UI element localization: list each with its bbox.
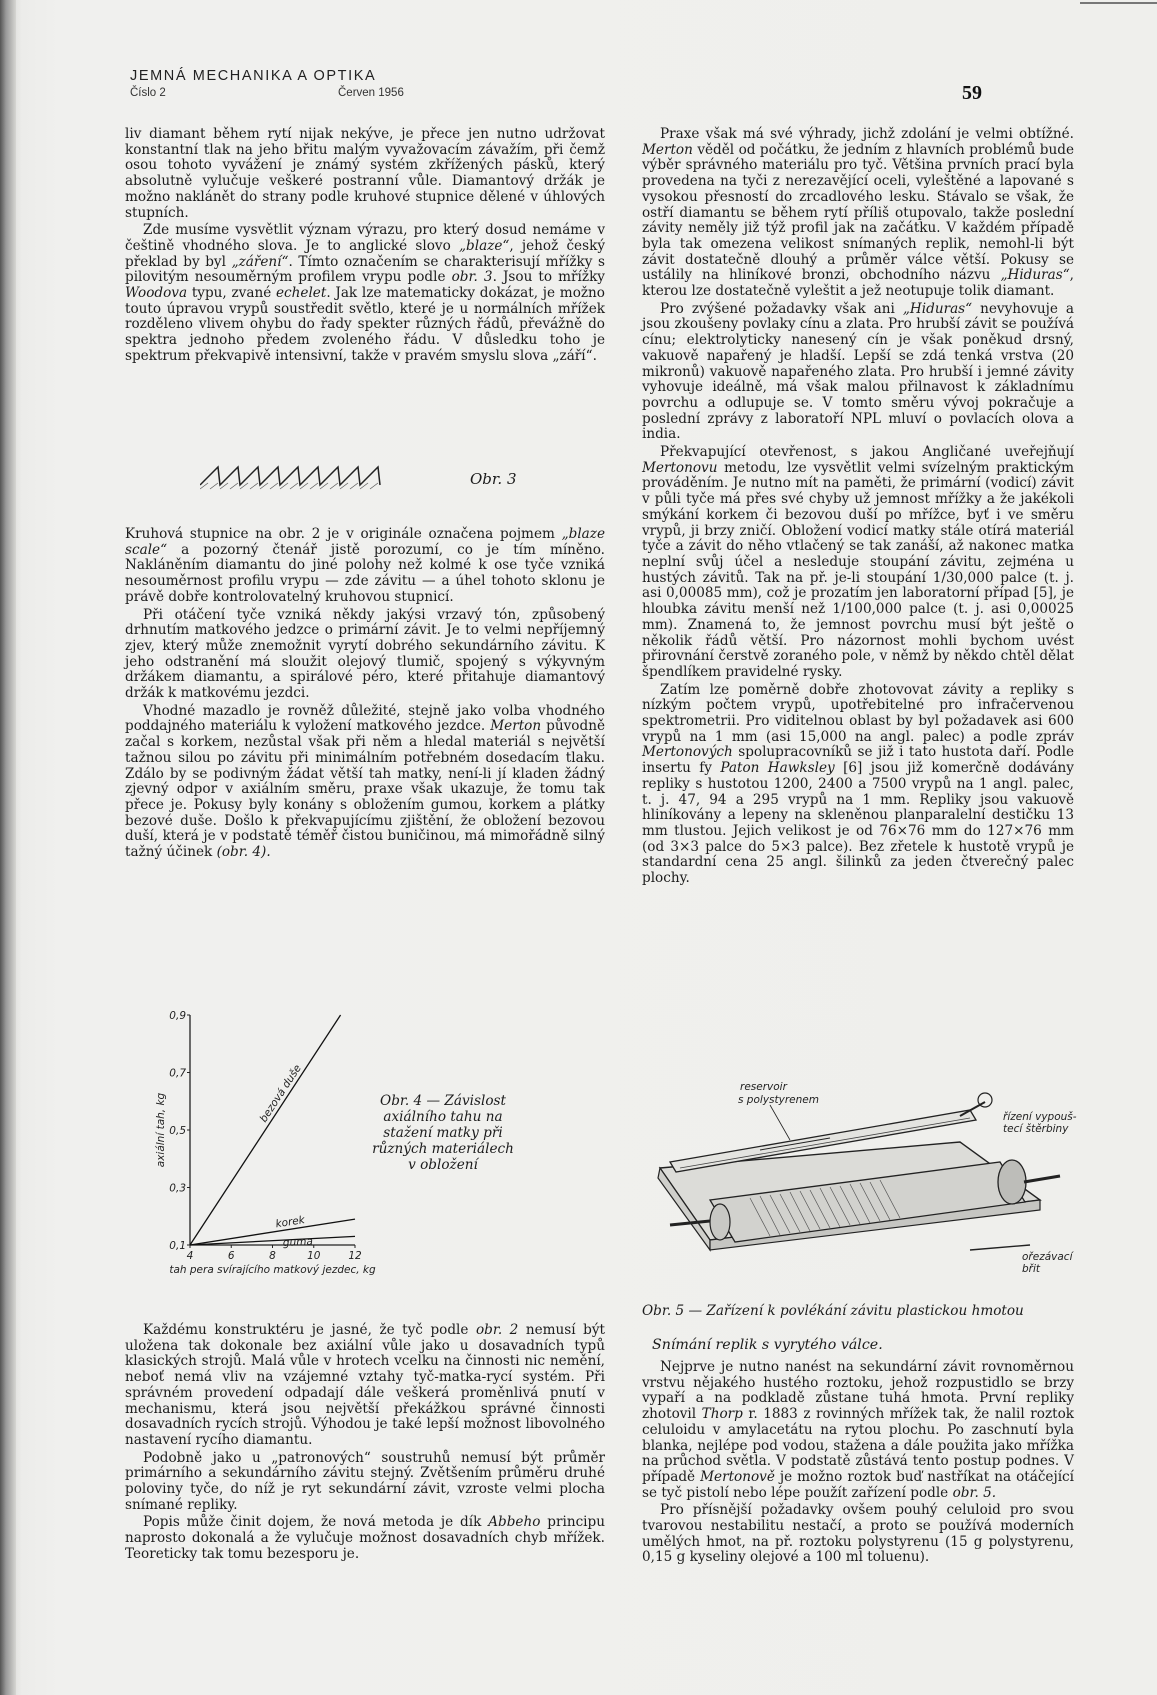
paragraph: Pro přísnější požadavky ovšem pouhý celuloid pro svou tvarovou nestabilitu nestačí, a proto se používá moderních umělých hmot, na př. roztoku polystyrenu (15 g polystyrenu, 0,15 g kyseliny olejové a 100 ml toluenu). <box>642 1502 1074 1566</box>
page-number: 59 <box>962 82 982 104</box>
label-slit-control-2: tecí štěrbiny <box>1003 1123 1069 1135</box>
x-tick-label: 4 <box>186 1250 194 1262</box>
right-column-bottom <box>642 1360 1074 1566</box>
paragraph: Vhodné mazadlo je rovněž důležité, stejně jako volba vhodného poddajného materiálu k vyložení matkového jezdce. Merton původně začal s korkem, nezůstal však při něm a hledal materiál s největší tažnou silou po závitu při minimálním potřebném dosedacím tlaku. Zdálo by se podivným žádat větší tah matky, není-li jí kladen žádný zjevný odpor v axiálním směru, praxe však ukazuje, že tomu tak přece je. Pokusy byly konány s obložením gumou, korkem a plátky bezové duše. Došlo k překvapujícímu zjištění, že obložení bezovou duší, která je v podstatě téměř čistou buničinou, má mimořádně silný tažný účinek (obr. 4). <box>125 702 605 861</box>
top-rule <box>1080 2 1157 4</box>
series-label: guma <box>282 1235 314 1250</box>
journal-title: JEMNÁ MECHANIKA A OPTIKA <box>130 68 377 84</box>
x-axis-label: tah pera svírajícího matkový jezdec, kg <box>169 1264 376 1276</box>
binding-edge <box>0 0 16 1695</box>
label-knife: ořezávací <box>1022 1251 1073 1263</box>
hatch-line <box>230 483 238 489</box>
chart-axial-pull <box>150 1005 380 1290</box>
figure-3 <box>200 455 620 500</box>
paragraph: Nejprve je nutno nanést na sekundární závit rovnoměrnou vrstvu nějakého hustého roztoku, jehož rozpustidlo se brzy vypaří a na podkladě zůstane tuhá hmota. První repliky zhotovil Thorp r. 1883 z rovinných mřížek tak, že nalil roztok celuloidu v amylacetátu na rytou plochu. Po zaschnutí byla blanka, nejlépe pod vodou, stažena a dále použita jako mřížka na průchod světla. V podstatě zůstává tento postup podnes. V případě Mertonově je možno roztok buď nastříkat na otáčející se tyč pistolí nebo lépe použít zařízení podle obr. 5. <box>642 1359 1074 1501</box>
figure-5-caption: Obr. 5 — Zařízení k povlékání závitu plastickou hmotou <box>642 1303 1024 1319</box>
paragraph: Popis může činit dojem, že nová metoda je dík Abbeho principu naprosto dokonalá a že vylučuje možnost dosavadních chyb mřížek. Teoreticky tak tomu bezesporu je. <box>125 1514 605 1562</box>
figure-5 <box>640 1050 1080 1304</box>
coating-apparatus-drawing <box>640 1050 1080 1300</box>
series-line <box>190 1015 341 1245</box>
figure-4-caption: Obr. 4 — Závislost axiálního tahu na stažení matky při různých materiálech v obložení <box>372 1093 514 1173</box>
left-column-top <box>125 127 605 365</box>
left-column-middle <box>125 527 605 861</box>
y-tick-label: 0,3 <box>169 1182 186 1195</box>
y-axis-label: axiální tah, kg <box>155 1092 167 1168</box>
page-header <box>130 68 1090 108</box>
right-column-top <box>642 127 1074 887</box>
label-knife-2: břit <box>1022 1263 1041 1275</box>
series-label: korek <box>274 1213 306 1231</box>
paragraph: Praxe však má své výhrady, jichž zdolání je velmi obtížné. Merton věděl od počátku, že jedním z hlavních problémů bude výběr správného materiálu pro tyč. Většina prvních prací byla provedena na tyči z nerezavějící oceli, vyleštěné a lapované s vysokou přesností do zrcadlového lesku. Stávalo se však, že ostří diamantu se během rytí příliš otupovalo, takže poslední závity neměly již týž profil jak na začátku. V každém případě byla tak omezena velikost snímaných replik, nemohl-li být závit dostatečně dlouhý a průměr válce větší. Pokusy se ustálily na hliníkové bronzi, obchodního názvu „Hiduras“, kterou lze dostatečně vyleštit a jež neotupuje tolik diamant. <box>642 126 1074 300</box>
paragraph: Při otáčení tyče vzniká někdy jakýsi vrzavý tón, způsobený drhnutím matkového jedzce o primární závit. Je to velmi nepříjemný zjev, který může znemožnit vyrytí dobrého sekundárního závitu. K jeho odstranění má sloužit olejový tlumič, spojený s výkyvným držákem diamantu, a spirálové péro, které přitahuje diamantový držák k matkovému jezdci. <box>125 606 605 702</box>
issue-number: Číslo 2 <box>130 87 166 99</box>
label-slit-control: řízení vypouš- <box>1003 1111 1077 1123</box>
hatch-line <box>250 483 258 489</box>
figure-4-chart <box>150 1005 380 1294</box>
y-tick-label: 0,7 <box>169 1067 186 1080</box>
section-subheading: Snímání replik s vyrytého válce. <box>652 1337 883 1353</box>
paragraph: Každému konstruktéru je jasné, že tyč podle obr. 2 nemusí být uložena tak dokonale bez axiální vůle jako u dosavadních typů klasických strojů. Malá vůle v hrotech vcelku na činnosti nic nemění, neboť nemá vliv na vzájemné vztahy tyč-matka-rycí systém. Při správném provedení odpadají dále veškerá proměnlivá pnutí v mechanismu, která jsou největší překážkou správné činnosti dosavadních rycích strojů. Výhodou je také lepší možnost libovolného nastavení rycího diamantu. <box>125 1322 605 1448</box>
y-tick-label: 0,5 <box>169 1125 186 1137</box>
label-reservoir: reservoir <box>740 1081 787 1093</box>
paragraph: Zatím lze poměrně dobře zhotovovat závity a repliky s nízkým počtem vrypů, upotřebitelné pro infračervenou spektrometrii. Pro viditelnou oblast by byl požadavek asi 600 vrypů na 1 mm (asi 15,000 na angl. palec) a podle zpráv Mertonových spolupracovníků se již i tato hustota daří. Podle insertu fy Paton Hawksley [6] jsou již komerčně dodávány repliky s hustotou 1200, 2400 a 7500 vrypů na 1 angl. palec, t. j. 47, 94 a 295 vrypů na 1 mm. Repliky jsou vakuově hliníkovány a lepeny na skleněnou planparalelní destičku 13 mm tlustou. Jejich velikost je od 76×76 mm do 127×76 mm (od 3×3 palce do 5×3 palce). Bez zřetele k hustotě vrypů je standardní cena 25 angl. šilinků za jeden čtverečný palec plochy. <box>642 681 1074 887</box>
hatch-line <box>270 483 278 489</box>
y-tick-label: 0,1 <box>169 1240 186 1252</box>
figure-3-caption: Obr. 3 <box>470 470 517 488</box>
hatch-line <box>370 483 378 489</box>
hatch-line <box>350 483 358 489</box>
y-tick-label: 0,9 <box>169 1010 186 1022</box>
paragraph: Zde musíme vysvětlit význam výrazu, pro který dosud nemáme v češtině vhodného slova. Je to anglické slovo „blaze“, jehož český překlad by byl „záření“. Tímto označením se charakterisují mřížky s pilovitým nesouměrným profilem vrypu podle obr. 3. Jsou to mřížky Woodova typu, zvané echelet. Jak lze matematicky dokázat, je možno touto úpravou vrypů soustředit světlo, které je u normálních mřížek rozděleno vlivem ohybu do řady spekter různých řádů, převážně do spektra jednoho předem zvoleného řádu. V důsledku toho je spektrum překvapivě intensivní, takže v pravém smyslu slova „září“. <box>125 222 605 364</box>
hatch-line <box>290 483 298 489</box>
hatch-line <box>310 483 318 489</box>
paragraph: Pro zvýšené požadavky však ani „Hiduras“ nevyhovuje a jsou zkoušeny povlaky cínu a zlata. Pro hrubší závit se používá cínu; elektrolyticky nanesený cín je však poněkud drsný, vakuově napařený je hladší. Lepší se zdá tenká vrstva (20 mikronů) vakuově napařeného zlata. Pro hrubší i jemné závity vyhovuje ideálně, má však malou přilnavost k základnímu povrchu a odlupuje se. V tomto směru vývoj pokračuje a poslední zprávy z laboratoří NPL mluví o povlacích olova a india. <box>642 300 1074 443</box>
x-tick-label: 10 <box>307 1250 321 1262</box>
x-tick-label: 12 <box>348 1250 362 1262</box>
left-column-bottom <box>125 1323 605 1563</box>
x-tick-label: 6 <box>227 1250 235 1262</box>
paragraph: Kruhová stupnice na obr. 2 je v originále označena pojmem „blaze scale“ a pozorný čtenář jistě porozumí, co je tím míněno. Nakláněním diamantu do jiné polohy než kolmé k ose tyče vzniká nesouměrnost profilu vrypu — zde závitu — a úhel tohoto sklonu je právě dobře kontrolovatelný kruhovou stupnicí. <box>125 526 605 605</box>
paragraph: Podobně jako u „patronových“ soustruhů nemusí být průměr primárního a sekundárního závitu stejný. Zvětšením průměru druhé poloviny tyče, do níž je ryt sekundární závit, vzroste velmi plocha snímané repliky. <box>125 1449 605 1513</box>
paragraph: Překvapující otevřenost, s jakou Angličané uveřejňují Mertonovu metodu, lze vysvětlit velmi svízelným praktickým prováděním. Je nutno mít na paměti, že primární (vodicí) závit v půli tyče má přes své chyby už jemnost mřížky a že jakékoli smýkání korkem či bezovou duší po mřížce, byť i ve směru vrypů, ji brzy zničí. Obložení vodicí matky stále otírá materiál tyče a závit do něho vtlačený se tak zanáší, až nakonec matka neplní svůj účel a nesleduje stoupání závitu, zejména u hustých závitů. Tak na př. je-li stoupání 1/30,000 palce (t. j. asi 0,00085 mm), což je prozatím jen laboratorní případ [5], je hloubka závitu menší než 1/100,000 palce (t. j. asi 0,00025 mm). Znamená to, že jemnost povrchu musí být ještě o několik řádů větší. Pro názornost mohli bychom uvést přirovnání čerstvě zoraného pole, v němž by někdo chtěl dělat špendlíkem pravidelné rysky. <box>642 444 1074 680</box>
series-label: bezová duše <box>257 1062 304 1125</box>
x-tick-label: 8 <box>269 1250 276 1262</box>
sawtooth-profile-drawing <box>200 455 400 495</box>
hatch-line <box>210 483 218 489</box>
label-reservoir-2: s polystyrenem <box>738 1094 819 1106</box>
issue-date: Červen 1956 <box>338 87 404 99</box>
sawtooth-profile <box>200 467 380 485</box>
hatch-line <box>330 483 338 489</box>
paragraph: liv diamant během rytí nijak nekýve, je přece jen nutno udržovat konstantní tlak na jeho břitu malým vyvažovacím závažím, při čemž osou tohoto vyvážení je známý systém zkřížených pásků, který absolutně vylučuje veškeré postranní vůle. Diamantový držák je možno naklánět do strany podle kruhové stupnice dělené v úhlových stupních. <box>125 126 605 221</box>
